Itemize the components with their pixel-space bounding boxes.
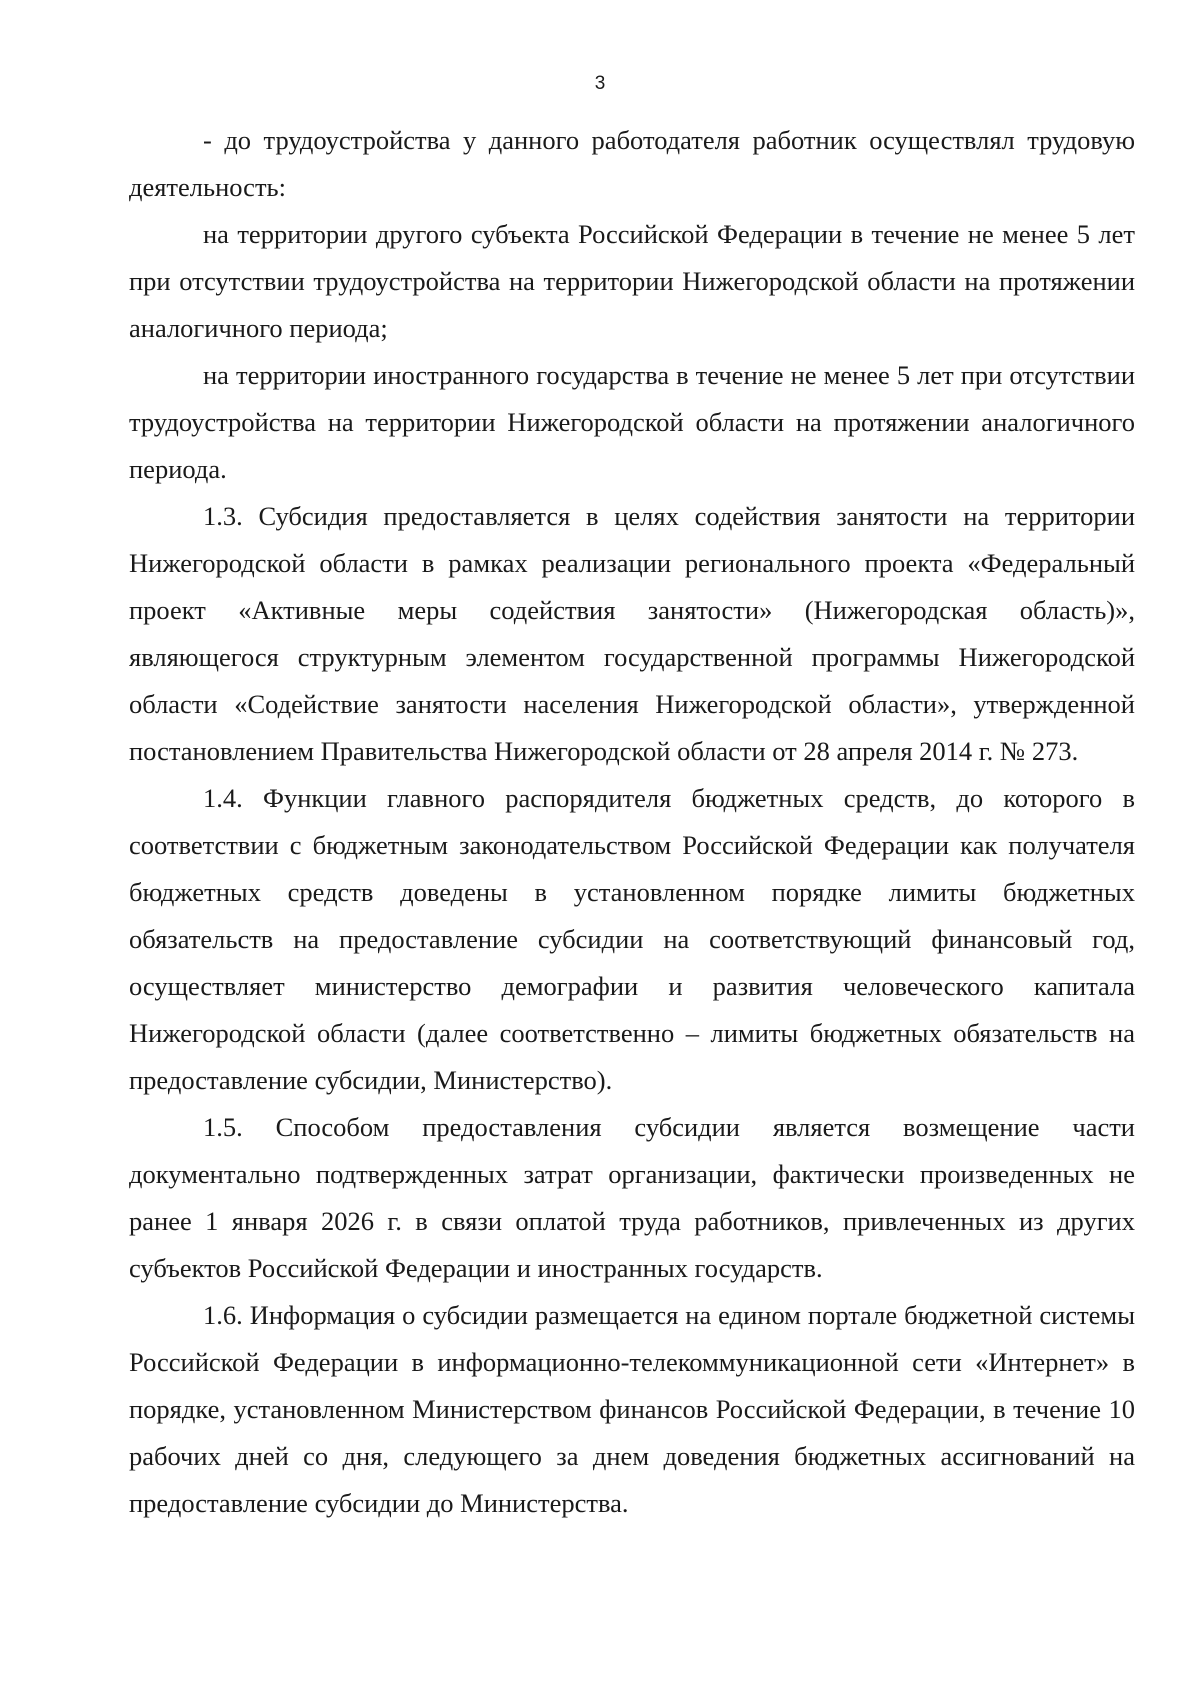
paragraph-1-6: 1.6. Информация о субсидии размещается на едином портале бюджетной системы Российской Федерации в информационно-телекоммуникационной сети «Интернет» в порядке, установленном Министерством финансов Российской Федерации, в течение 10 рабочих дней со дня, следующего за днем доведения бюджетных ассигнований на предоставление субсидии до Министерства. [129, 1300, 1135, 1518]
page-number: 3 [594, 73, 606, 94]
paragraph-1-5: 1.5. Способом предоставления субсидии является возмещение части документально подтвержденных затрат организации, фактически произведенных не ранее 1 января 2026 г. в связи оплатой труда работников, привлеченных из других субъектов Российской Федерации и иностранных государств. [129, 1112, 1135, 1283]
paragraph-other-subject-condition: на территории другого субъекта Российской Федерации в течение не менее 5 лет при отсутствии трудоустройства на территории Нижегородской области на протяжении аналогичного периода; [129, 219, 1135, 343]
paragraph-1-4: 1.4. Функции главного распорядителя бюджетных средств, до которого в соответствии с бюджетным законодательством Российской Федерации как получателя бюджетных средств доведены в установленном порядке лимиты бюджетных обязательств на предоставление субсидии на соответствующий финансовый год, осуществляет министерство демографии и развития человеческого капитала Нижегородской области (далее соответственно – лимиты бюджетных обязательств на предоставление субсидии, Министерство). [129, 783, 1135, 1095]
paragraph-employment-condition: - до трудоустройства у данного работодателя работник осуществлял трудовую деятельность: [129, 125, 1135, 202]
paragraph-1-3: 1.3. Субсидия предоставляется в целях содействия занятости на территории Нижегородской области в рамках реализации регионального проекта «Федеральный проект «Активные меры содействия занятости» (Нижегородская область)», являющегося структурным элементом государственной программы Нижегородской области «Содействие занятости населения Нижегородской области», утвержденной постановлением Правительства Нижегородской области от 28 апреля 2014 г. № 273. [129, 501, 1135, 766]
document-body [129, 117, 1135, 1527]
paragraph-foreign-state-condition: на территории иностранного государства в течение не менее 5 лет при отсутствии трудоустройства на территории Нижегородской области на протяжении аналогичного периода. [129, 360, 1135, 484]
